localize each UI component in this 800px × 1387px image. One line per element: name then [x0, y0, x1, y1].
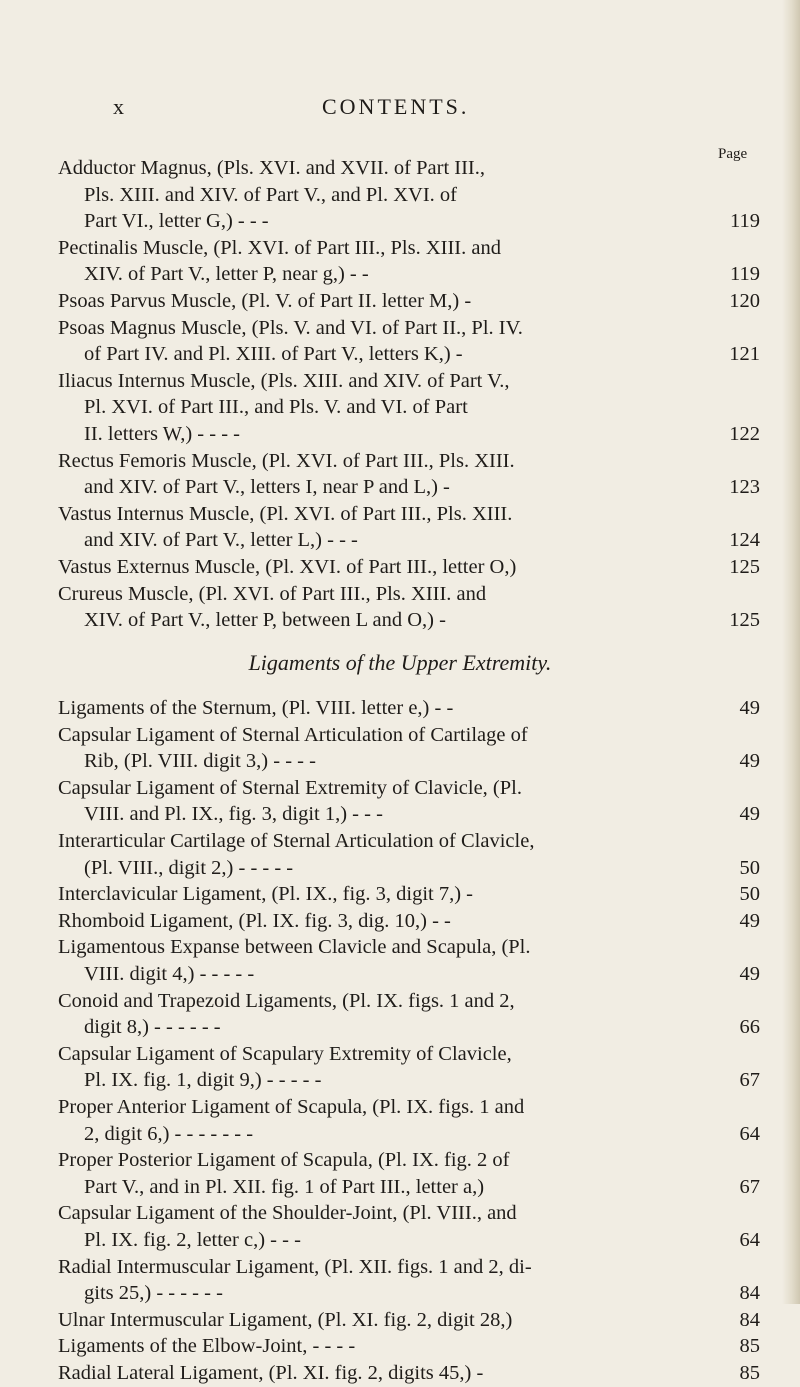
entry-continuation-line: XIV. of Part V., letter P, near g,) - -	[84, 263, 369, 286]
entry-page-number: 49	[739, 803, 760, 826]
entry-page-number: 84	[739, 1282, 760, 1305]
entry-title-line: Pectinalis Muscle, (Pl. XVI. of Part III., Pls. XIII. and	[58, 236, 501, 259]
entry-continuation-line: XIV. of Part V., letter P, between L and O,) -	[84, 609, 446, 632]
entry-title-line: Crureus Muscle, (Pl. XVI. of Part III., Pls. XIII. and	[58, 582, 487, 605]
entry-title-line: Radial Lateral Ligament, (Pl. XI. fig. 2, digits 45,) -	[58, 1362, 484, 1384]
entry-continuation-line: VIII. and Pl. IX., fig. 3, digit 1,) - - -	[84, 803, 383, 826]
entry-continuation-line: and XIV. of Part V., letter L,) - - -	[84, 529, 358, 552]
entry-title-line: Capsular Ligament of Scapulary Extremity of Clavicle,	[58, 1042, 512, 1065]
entry-title-line: Psoas Parvus Muscle, (Pl. V. of Part II. letter M,) -	[58, 290, 472, 312]
entry-continuation-line: (Pl. VIII., digit 2,) - - - - -	[84, 856, 294, 879]
entry-title-line: Proper Anterior Ligament of Scapula, (Pl. IX. figs. 1 and	[58, 1096, 525, 1118]
entry-page-number: 50	[739, 856, 760, 879]
entry-page-number: 122	[729, 423, 760, 445]
entry-page-number: 125	[729, 609, 760, 632]
entry-continuation-line: Part V., and in Pl. XII. fig. 1 of Part III., letter a,)	[84, 1175, 485, 1198]
entry-continuation-line: 2, digit 6,) - - - - - - -	[84, 1122, 254, 1145]
page-column-label: Page	[718, 146, 748, 162]
entry-page-number: 124	[729, 529, 760, 552]
entry-page-number: 67	[739, 1175, 760, 1198]
entry-title-line: Capsular Ligament of Sternal Extremity of Clavicle, (Pl.	[58, 776, 522, 799]
entry-title-line: Vastus Externus Muscle, (Pl. XVI. of Part III., letter O,)	[58, 556, 517, 578]
entry-page-number: 85	[739, 1335, 760, 1358]
entry-continuation-line: Pl. IX. fig. 2, letter c,) - - -	[84, 1229, 301, 1251]
entry-page-number: 64	[739, 1122, 760, 1145]
entry-page-number: 49	[739, 697, 760, 719]
entry-title-line: Proper Posterior Ligament of Scapula, (Pl. IX. fig. 2 of	[58, 1149, 510, 1172]
entry-page-number: 84	[739, 1308, 760, 1331]
entry-continuation-line: gits 25,) - - - - - -	[84, 1282, 223, 1305]
entry-page-number: 49	[739, 909, 760, 932]
entry-title-line: Vastus Internus Muscle, (Pl. XVI. of Part III., Pls. XIII.	[58, 502, 513, 525]
entry-title-line: Capsular Ligament of the Shoulder-Joint, (Pl. VIII., and	[58, 1202, 517, 1225]
entry-continuation-line: Rib, (Pl. VIII. digit 3,) - - - -	[84, 750, 316, 773]
entry-page-number: 66	[739, 1016, 760, 1039]
entry-title-line: Capsular Ligament of Sternal Articulation of Cartilage of	[58, 723, 528, 746]
page-folio: x	[113, 94, 124, 119]
entry-page-number: 67	[739, 1069, 760, 1092]
entry-title-line: Rectus Femoris Muscle, (Pl. XVI. of Part III., Pls. XIII.	[58, 449, 515, 472]
entry-title-line: Conoid and Trapezoid Ligaments, (Pl. IX. figs. 1 and 2,	[58, 989, 515, 1012]
entry-page-number: 50	[739, 883, 760, 906]
entry-page-number: 49	[739, 750, 760, 773]
entry-title-line: Ligamentous Expanse between Clavicle and Scapula, (Pl.	[58, 936, 531, 959]
page-title: CONTENTS.	[322, 94, 470, 119]
entry-page-number: 123	[729, 476, 760, 499]
entry-title-line: Rhomboid Ligament, (Pl. IX. fig. 3, dig. 10,) - -	[58, 909, 451, 932]
entry-page-number: 121	[729, 343, 760, 366]
entry-continuation-line: Pl. XVI. of Part III., and Pls. V. and VI. of Part	[84, 396, 468, 419]
entry-page-number: 49	[739, 963, 760, 985]
entry-title-line: Radial Intermuscular Ligament, (Pl. XII. figs. 1 and 2, di-	[58, 1255, 532, 1278]
entry-page-number: 85	[739, 1362, 760, 1384]
entry-title-line: Interclavicular Ligament, (Pl. IX., fig. 3, digit 7,) -	[58, 883, 474, 906]
section-heading: Ligaments of the Upper Extremity.	[248, 650, 552, 675]
entry-continuation-line: II. letters W,) - - - -	[84, 423, 240, 445]
entry-continuation-line: of Part IV. and Pl. XIII. of Part V., letters K,) -	[84, 343, 463, 366]
entry-page-number: 64	[739, 1229, 760, 1251]
entry-page-number: 119	[730, 263, 760, 286]
entry-page-number: 120	[729, 290, 760, 312]
entry-title-line: Ulnar Intermuscular Ligament, (Pl. XI. fig. 2, digit 28,)	[58, 1308, 513, 1331]
entry-continuation-line: Part VI., letter G,) - - -	[84, 210, 269, 233]
entry-page-number: 119	[730, 210, 760, 233]
entry-title-line: Adductor Magnus, (Pls. XVI. and XVII. of Part III.,	[58, 157, 486, 179]
entry-continuation-line: VIII. digit 4,) - - - - -	[84, 963, 255, 985]
entry-title-line: Ligaments of the Elbow-Joint, - - - -	[58, 1335, 356, 1358]
entry-continuation-line: and XIV. of Part V., letters I, near P and L,) -	[84, 476, 450, 499]
entry-title-line: Ligaments of the Sternum, (Pl. VIII. letter e,) - -	[58, 697, 454, 719]
entry-title-line: Iliacus Internus Muscle, (Pls. XIII. and XIV. of Part V.,	[58, 369, 510, 392]
entry-title-line: Psoas Magnus Muscle, (Pls. V. and VI. of Part II., Pl. IV.	[58, 316, 523, 339]
entry-continuation-line: Pls. XIII. and XIV. of Part V., and Pl. XVI. of	[84, 183, 457, 206]
entry-continuation-line: digit 8,) - - - - - -	[84, 1016, 221, 1039]
entry-page-number: 125	[729, 556, 760, 578]
entry-continuation-line: Pl. IX. fig. 1, digit 9,) - - - - -	[84, 1069, 322, 1092]
entry-title-line: Interarticular Cartilage of Sternal Articulation of Clavicle,	[58, 830, 535, 852]
